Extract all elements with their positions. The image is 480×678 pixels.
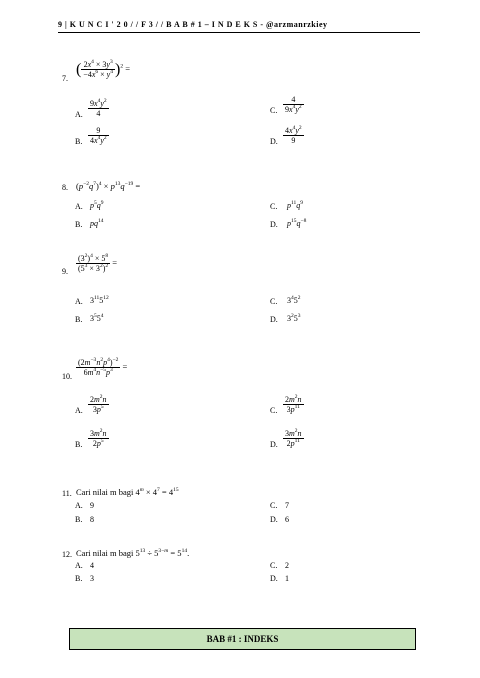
option-label: D. [270, 440, 278, 449]
option-b-answer[interactable]: $pq^{14}$ [90, 218, 104, 228]
option-label: A. [75, 297, 83, 306]
option-label: C. [270, 106, 278, 115]
option-b-answer[interactable]: $\frac{3m^2n}{2p^5}$ [90, 428, 107, 449]
question-11-prompt: Cari nilai m bagi $4^m \times 4^7 = 4^{15}$ [76, 487, 179, 497]
option-label: D. [270, 515, 278, 524]
option-b-answer[interactable]: 3 [90, 574, 94, 583]
question-number: 8. [62, 183, 68, 192]
option-label: B. [75, 574, 83, 583]
option-d-answer[interactable]: $p^{15}q^{-8}$ [287, 218, 307, 228]
question-8-expression: $(p^{-2}q^7)^4 \times p^{13}q^{-19}$ = [76, 181, 141, 191]
option-a-answer[interactable]: 4 [90, 561, 94, 570]
option-label: C. [270, 561, 278, 570]
option-b-answer[interactable]: 8 [90, 515, 94, 524]
option-label: C. [270, 297, 278, 306]
option-c-answer[interactable]: 7 [285, 501, 289, 510]
option-a-answer[interactable]: $p^5q^9$ [90, 200, 104, 210]
option-label: B. [75, 515, 83, 524]
option-label: B. [75, 137, 83, 146]
option-label: A. [75, 561, 83, 570]
option-label: C. [270, 202, 278, 211]
option-a-answer[interactable]: 9 [90, 501, 94, 510]
question-9-expression: $\frac{(3^2)^4 \times 5^8}{(5^3 \times 3^2)^2}$ = [78, 253, 118, 274]
option-a-answer[interactable]: $\frac{2m^2n}{3p^5}$ [90, 394, 107, 415]
question-number: 9. [62, 267, 68, 276]
option-d-answer[interactable]: 6 [285, 515, 289, 524]
option-label: A. [75, 202, 83, 211]
option-d-answer[interactable]: $3^25^3$ [287, 313, 301, 323]
option-c-answer[interactable]: 2 [285, 561, 289, 570]
chapter-footer: BAB #1 : INDEKS [69, 628, 416, 650]
option-d-answer[interactable]: $\frac{3m^2n}{2p^{11}}$ [285, 428, 302, 449]
option-d-answer[interactable]: 1 [285, 574, 289, 583]
question-number: 7. [62, 74, 68, 83]
option-label: A. [75, 406, 83, 415]
option-label: D. [270, 220, 278, 229]
option-a-answer[interactable]: $\frac{9x^4y^2}{4}$ [90, 98, 107, 119]
option-label: A. [75, 501, 83, 510]
option-label: B. [75, 440, 83, 449]
option-c-answer[interactable]: $\frac{4}{9x^4y^2}$ [285, 95, 302, 115]
option-label: B. [75, 220, 83, 229]
page-header: 9 | K U N C I ' 2 0 / / F 3 / / B A B # 1 – I N D E K S - @arzmanrzkiey [58, 20, 328, 29]
option-label: A. [75, 110, 83, 119]
question-10-expression: $\frac{(2m^{-3}n^2p^4)^{-2}}{6m^4n^{-5}p^3}$ = [78, 357, 128, 378]
option-c-answer[interactable]: $\frac{2m^2n}{3p^{11}}$ [285, 394, 302, 415]
header-rule [58, 32, 420, 33]
option-label: D. [270, 574, 278, 583]
question-12-prompt: Cari nilai m bagi $5^{13} \div 5^{3-m} = 5^{14}$. [76, 548, 190, 558]
option-d-answer[interactable]: $\frac{4x^4y^2}{9}$ [285, 125, 302, 146]
option-b-answer[interactable]: $3^55^4$ [90, 313, 104, 323]
option-c-answer[interactable]: $3^45^2$ [287, 295, 301, 305]
option-label: D. [270, 137, 278, 146]
option-b-answer[interactable]: $\frac{9}{4x^4y^2}$ [90, 126, 107, 146]
question-number: 10. [62, 372, 72, 381]
option-label: C. [270, 501, 278, 510]
option-label: B. [75, 315, 83, 324]
option-label: D. [270, 315, 278, 324]
question-number: 11. [62, 489, 72, 498]
question-text: Cari nilai m bagi [76, 487, 134, 497]
question-number: 12. [62, 550, 72, 559]
option-c-answer[interactable]: $p^{11}q^9$ [287, 200, 304, 210]
question-7-expression: ( $\frac{2x^4 \times 3y^3}{-4x^6 \times y^4}$ )$^2$ = [76, 59, 130, 80]
option-label: C. [270, 406, 278, 415]
option-a-answer[interactable]: $3^{11}5^{12}$ [90, 295, 109, 305]
question-text: Cari nilai m bagi [76, 548, 134, 558]
